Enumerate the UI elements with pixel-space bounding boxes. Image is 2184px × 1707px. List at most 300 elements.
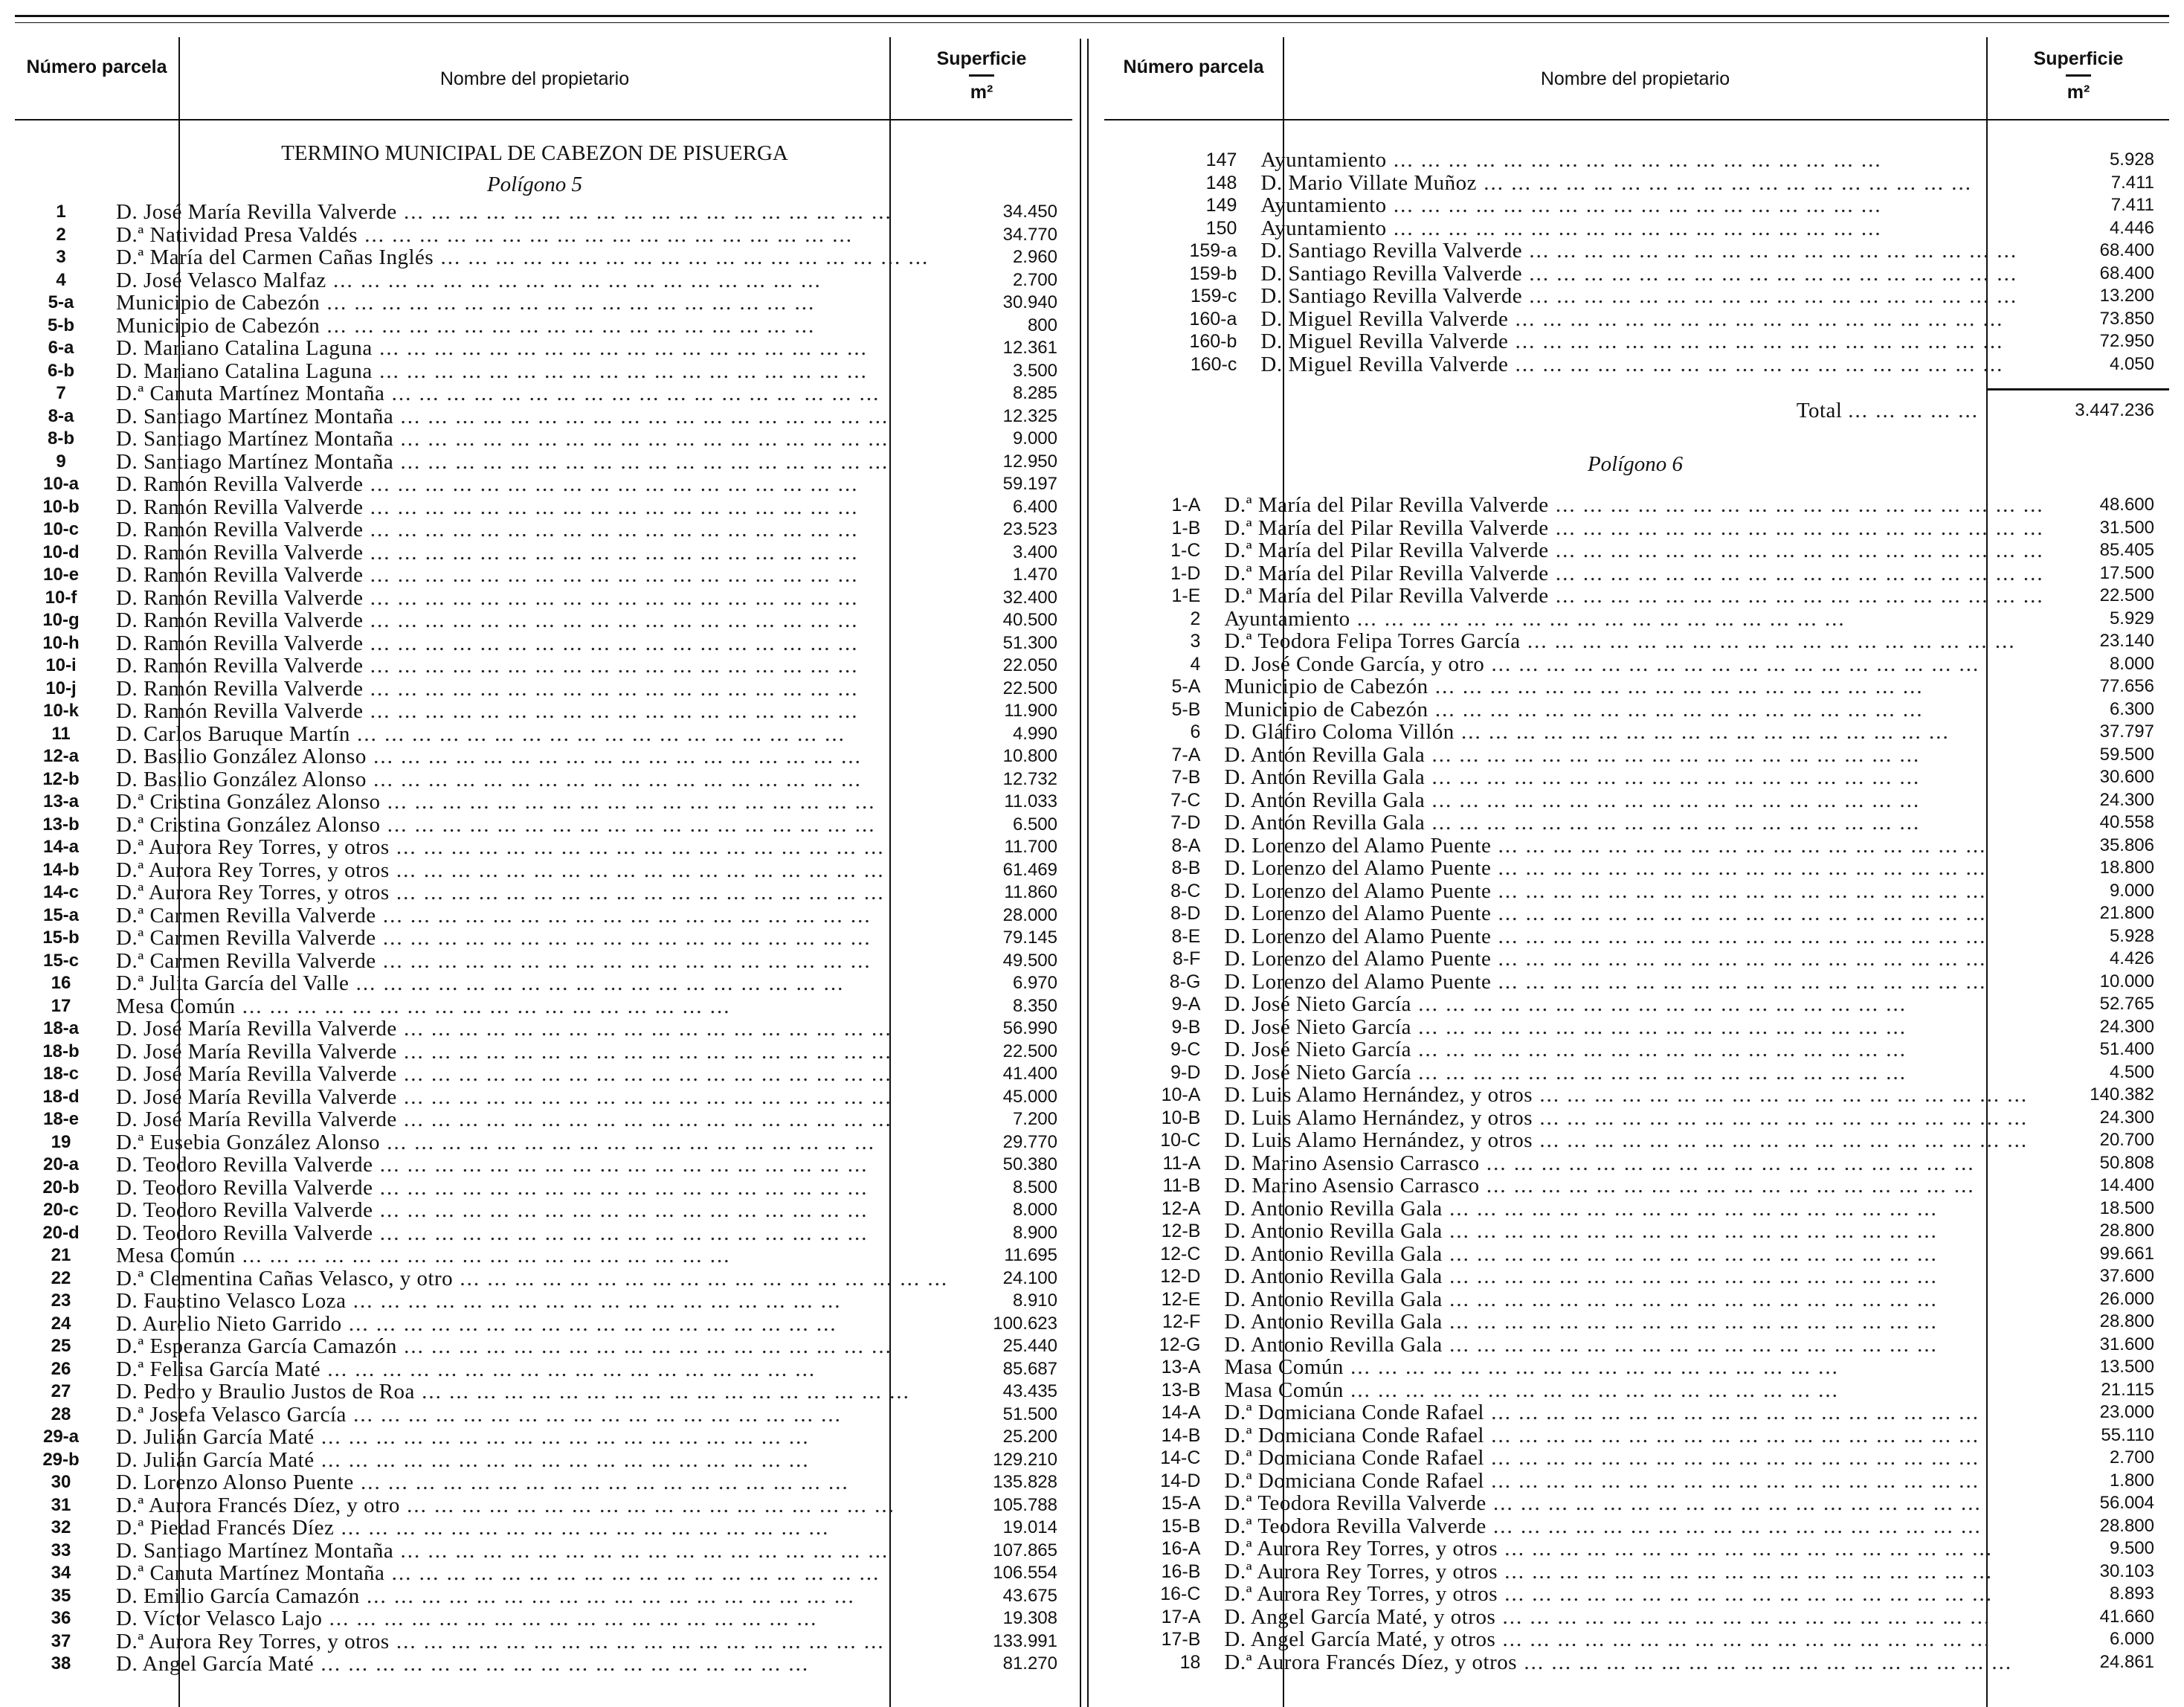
parcel-number: 13-B: [1161, 1379, 1201, 1401]
table-row: [15, 473, 1072, 496]
superficie-value: 6.500: [1012, 814, 1057, 835]
leader-dots: ... ... ... ... ... ... ... ... ... ... ... ... ... ... ... ... ... ...: [372, 337, 868, 360]
owner-name: D. Lorenzo Alonso Puente: [116, 1471, 354, 1494]
owner-name-cell: [107, 881, 948, 904]
table-row: [15, 723, 1072, 746]
parcel-number: 8-D: [1170, 903, 1201, 924]
owner-name: D. Santiago Revilla Valverde: [1260, 262, 1523, 285]
superficie-value: 9.000: [1012, 428, 1057, 449]
owner-name: D.ª Carmen Revilla Valverde: [116, 927, 376, 950]
leader-dots: ... ... ... ... ... ... ... ... ... ... ... ... ... ... ... ... ... ...: [235, 1244, 731, 1267]
leader-dots: ... ... ... ... ... ... ... ... ... ... ... ... ... ... ... ... ... ...: [363, 677, 859, 700]
leader-dots: ... ... ... ... ... ... ... ... ... ... ... ... ... ... ... ... ... ...: [373, 1176, 869, 1199]
owner-name-cell: [1215, 630, 2043, 653]
parcel-number: 16: [51, 973, 71, 993]
superficie-value: 25.200: [1002, 1427, 1057, 1447]
leader-dots: ... ... ... ... ... ... ... ... ... ... ... ... ... ... ... ... ... ...: [380, 813, 876, 836]
leader-dots: ... ... ... ... ... ... ... ... ... ... ... ... ... ... ... ... ... ...: [363, 495, 859, 518]
owner-name-cell: [1252, 240, 2017, 263]
parcel-number: 9-C: [1170, 1039, 1201, 1060]
total-table: [1104, 394, 2169, 427]
parcel-number: 12-D: [1160, 1266, 1201, 1287]
total-label-cell: [1283, 394, 1988, 427]
leader-dots: ... ... ... ... ... ... ... ... ... ... ... ... ... ... ... ... ... ...: [1486, 1514, 1982, 1537]
leader-dots: ... ... ... ... ... ... ... ... ... ... ... ... ... ... ... ... ... ...: [1428, 675, 1924, 698]
parcel-number: 150: [1205, 217, 1237, 239]
header-unit: m²: [970, 82, 993, 103]
owner-name-cell: [107, 927, 948, 950]
parcel-number: 35: [51, 1585, 71, 1606]
parcel-number: 27: [51, 1381, 71, 1401]
leader-dots: ... ... ... ... ... ... ... ... ... ... ... ... ... ... ... ... ... ...: [1508, 330, 2004, 353]
superficie-value: 2.700: [1012, 269, 1057, 290]
superficie-value: 19.308: [1002, 1608, 1057, 1628]
superficie-value: 7.411: [2110, 172, 2154, 193]
owner-name: D. Ramón Revilla Valverde: [116, 609, 364, 632]
parcel-number: 8-B: [1171, 858, 1201, 878]
leader-dots: ... ... ... ... ... ... ... ... ... ... ... ... ... ... ... ... ... ...: [320, 314, 816, 337]
owner-name: Mesa Común: [116, 994, 236, 1018]
leader-dots: ... ... ... ... ... ... ... ... ... ... ... ... ... ... ... ... ... ...: [314, 1426, 810, 1449]
table-row: [15, 428, 1072, 451]
leader-dots: ... ... ... ... ... ... ... ... ... ... ... ... ... ... ... ... ... ...: [1548, 516, 2044, 539]
superficie-value: 129.210: [993, 1449, 1057, 1470]
parcel-number: 9-D: [1170, 1061, 1201, 1083]
table-row: [1104, 1311, 2169, 1334]
owner-name: D. Ramón Revilla Valverde: [116, 631, 364, 655]
superficie-value: 59.500: [2099, 744, 2154, 765]
table-row: [15, 405, 1072, 428]
owner-name-cell: [107, 1494, 948, 1517]
parcel-number: 5-B: [1171, 698, 1201, 720]
table-row: [1104, 675, 2169, 698]
superficie-value: 37.797: [2099, 721, 2154, 742]
superficie-value: 18.500: [2099, 1198, 2154, 1218]
table-row: [1104, 494, 2169, 517]
table-row: [15, 337, 1072, 360]
owner-name: D. Santiago Martínez Montaña: [116, 450, 394, 473]
left-header-line: [15, 119, 178, 120]
right-header-line: [1104, 119, 2169, 120]
leader-dots: ... ... ... ... ... ... ... ... ... ... ... ... ... ... ... ... ... ...: [1486, 1492, 1982, 1515]
header-nombre-right: Nombre del propietario: [1540, 68, 1730, 89]
parcel-number: 148: [1205, 172, 1237, 193]
table-row: [15, 1131, 1072, 1154]
superficie-value: 11.033: [1004, 791, 1057, 811]
parcel-number: 7: [56, 383, 66, 403]
owner-name: D.ª María del Pilar Revilla Valverde: [1224, 516, 1549, 539]
owner-name-cell: [1215, 880, 2043, 903]
parcel-number: 159-b: [1189, 263, 1237, 284]
leader-dots: ... ... ... ... ... ... ... ... ... ... ... ... ... ... ... ... ... ...: [414, 1380, 910, 1404]
parcel-number: 18-b: [42, 1041, 80, 1061]
leader-dots: ... ... ... ... ... ... ... ... ... ... ... ... ... ... ... ... ... ...: [1386, 194, 1882, 217]
owner-name: D. José Velasco Malfaz: [116, 269, 326, 292]
leader-dots: ... ... ... ... ... ... ... ... ... ... ... ... ... ... ... ... ... ...: [1520, 630, 2016, 653]
owner-name: D.ª Aurora Rey Torres, y otros: [116, 881, 390, 904]
leader-dots: ... ... ... ... ... ... ... ... ... ... ... ... ... ... ... ... ... ...: [1491, 879, 1987, 902]
superficie-value: 23.000: [2099, 1402, 2154, 1422]
poligono-6-title: Polígono 6: [1587, 452, 1684, 476]
parcel-number: 16-C: [1160, 1584, 1201, 1604]
owner-name-cell: [107, 1222, 948, 1245]
table-row: [1104, 902, 2169, 925]
parcel-number: 147: [1205, 150, 1237, 170]
superficie-value: 19.014: [1002, 1517, 1057, 1537]
leader-dots: ... ... ... ... ... ... ... ... ... ... ... ... ... ... ... ... ... ...: [1484, 1401, 1980, 1424]
table-row: [15, 995, 1072, 1018]
leader-dots: ... ... ... ... ... ... ... ... ... ... ... ... ... ... ... ... ... ...: [363, 586, 859, 609]
leader-dots: ... ... ... ... ... ... ... ... ... ... ... ... ... ... ... ... ... ...: [363, 564, 859, 587]
owner-name: D. Miguel Revilla Valverde: [1260, 330, 1509, 353]
parcel-number: 7-B: [1171, 767, 1201, 788]
superficie-value: 24.300: [2099, 1107, 2154, 1128]
owner-name-cell: [107, 1131, 948, 1154]
leader-dots: ... ... ... ... ... ... ... ... ... ... ... ... ... ... ... ... ... ...: [1411, 1038, 1907, 1061]
parcel-number: 8-a: [48, 405, 74, 426]
parcel-number: 8-E: [1171, 925, 1201, 947]
header-superficie-right: [1988, 48, 2169, 103]
owner-name: D. Lorenzo del Alamo Puente: [1224, 925, 1492, 948]
table-row: [1104, 1424, 2169, 1447]
leader-dots: ... ... ... ... ... ... ... ... ... ... ... ... ... ... ... ... ... ...: [380, 791, 876, 814]
owner-name: D. Mario Villate Muñoz: [1260, 171, 1478, 194]
table-row: [1104, 1061, 2169, 1084]
leader-dots: ... ... ... ... ... ... ... ... ... ... ... ... ... ... ... ... ... ...: [389, 881, 885, 904]
table-row: [1104, 353, 2169, 376]
parcel-number: 149: [1205, 195, 1237, 216]
table-row: [15, 269, 1072, 292]
leader-dots: ... ... ... ... ... ... ... ... ... ... ... ... ... ... ... ... ... ...: [235, 994, 731, 1018]
owner-name-cell: [1252, 149, 2017, 172]
leader-dots: ... ... ... ... ... ... ... ... ... ... ... ... ... ... ... ... ... ...: [1508, 353, 2004, 376]
leader-dots: ... ... ... ... ... ... ... ... ... ... ... ... ... ... ... ... ... ...: [1491, 925, 1987, 948]
superficie-value: 45.000: [1002, 1086, 1057, 1107]
parcel-number: 25: [51, 1336, 71, 1356]
superficie-value: 50.380: [1002, 1154, 1057, 1174]
owner-name-cell: [1215, 653, 2043, 676]
superficie-value: 8.500: [1012, 1177, 1057, 1198]
superficie-value: 85.687: [1002, 1358, 1057, 1379]
table-row: [1104, 1606, 2169, 1629]
table-row: [1104, 721, 2169, 744]
owner-name: D. Emilio García Camazón: [116, 1584, 360, 1607]
leader-dots: ... ... ... ... ... ... ... ... ... ... ... ... ... ... ... ... ... ...: [1484, 1469, 1980, 1492]
parcel-number: 11-B: [1162, 1175, 1201, 1196]
leader-dots: ... ... ... ... ... ... ... ... ... ... ... ... ... ... ... ... ... ...: [366, 745, 862, 768]
superficie-value: 23.523: [1002, 519, 1057, 539]
parcel-number: 9-A: [1171, 994, 1201, 1015]
owner-name: D. Antón Revilla Gala: [1224, 788, 1426, 811]
superficie-value: 56.990: [1002, 1018, 1057, 1038]
owner-name: D.ª Aurora Francés Díez, y otros: [1224, 1650, 1518, 1674]
parcel-number: 24: [51, 1313, 71, 1334]
owner-name: D.ª Josefa Velasco García: [116, 1403, 347, 1426]
owner-name-cell: [107, 1154, 948, 1177]
table-row: [15, 541, 1072, 565]
superficie-value: 40.500: [1002, 610, 1057, 630]
superficie-value: 5.928: [2109, 925, 2154, 946]
table-row: [15, 745, 1072, 768]
superficie-value: 22.500: [1002, 678, 1057, 698]
superficie-value: 3.500: [1012, 360, 1057, 381]
owner-name: D. Teodoro Revilla Valverde: [116, 1221, 373, 1244]
parcel-number: 159-a: [1189, 240, 1237, 261]
owner-name-cell: [107, 587, 948, 610]
leader-dots: ... ... ... ... ... ... ... ... ... ... ... ... ... ... ... ... ... ...: [1517, 1650, 2013, 1674]
leader-dots: ... ... ... ... ... ... ... ... ... ... ... ... ... ... ... ... ... ...: [1508, 307, 2004, 330]
superficie-value: 52.765: [2099, 994, 2154, 1014]
table-row: [1104, 744, 2169, 767]
table-row: [1104, 1379, 2169, 1402]
owner-name-cell: [1215, 1515, 2043, 1538]
leader-dots: ... ... ... ... ... ... ... ... ... ... ... ... ... ... ... ... ... ...: [396, 1040, 892, 1063]
owner-name-cell: [107, 405, 948, 428]
superficie-value: 37.600: [2099, 1266, 2154, 1286]
parcel-number: 1-D: [1170, 562, 1201, 584]
parcel-number: 32: [51, 1517, 71, 1537]
owner-name-cell: [107, 1585, 948, 1608]
parcel-number: 18-a: [42, 1018, 80, 1038]
parcel-number: 160-a: [1189, 308, 1237, 329]
table-row: [1104, 857, 2169, 880]
leader-dots: ... ... ... ... ... ... ... ... ... ... ... ... ... ... ... ... ... ...: [1484, 652, 1980, 675]
parcel-number: 7-A: [1171, 744, 1201, 765]
leader-dots: ... ... ... ... ... ... ... ... ... ... ... ... ... ... ... ... ... ...: [1386, 149, 1882, 172]
owner-name-cell: [107, 609, 948, 632]
superficie-value: 50.808: [2099, 1152, 2154, 1173]
table-row: [15, 1653, 1072, 1676]
superficie-value: 4.500: [2109, 1061, 2154, 1082]
owner-name-cell: [107, 723, 948, 746]
owner-name: D.ª Aurora Rey Torres, y otros: [116, 1630, 390, 1653]
table-row: [15, 655, 1072, 678]
owner-name: D. Gláfiro Coloma Villón: [1224, 721, 1455, 744]
owner-name-cell: [1215, 517, 2043, 540]
leader-dots: ... ... ... ... ... ... ... ... ... ... ... ... ... ... ... ... ... ...: [1442, 1242, 1938, 1265]
owner-name: D. Mariano Catalina Laguna: [116, 359, 373, 382]
superficie-value: 30.940: [1002, 292, 1057, 312]
owner-name-cell: [1252, 217, 2017, 240]
parcel-number: 8-b: [48, 428, 75, 449]
table-row: [15, 587, 1072, 610]
parcel-number: 10-B: [1161, 1107, 1201, 1128]
owner-name: D. Mariano Catalina Laguna: [116, 337, 373, 360]
owner-name-cell: [1215, 1265, 2043, 1288]
owner-name: D.ª Domiciana Conde Rafael: [1224, 1469, 1484, 1492]
superficie-value: 56.004: [2099, 1493, 2154, 1513]
superficie-value: 77.656: [2099, 676, 2154, 696]
owner-name: Masa Común: [1224, 1378, 1344, 1401]
table-row: [1104, 1334, 2169, 1357]
table-row: [15, 1426, 1072, 1449]
leader-dots: ... ... ... ... ... ... ... ... ... ... ... ... ... ... ... ... ... ...: [1425, 788, 1921, 811]
leader-dots: ... ... ... ... ... ... ... ... ... ... ... ... ... ... ... ... ... ...: [376, 949, 872, 972]
table-row: [15, 315, 1072, 338]
owner-name: D. José Nieto García: [1224, 1038, 1411, 1061]
superficie-value: 22.050: [1002, 655, 1057, 675]
owner-name-cell: [107, 292, 948, 315]
table-row: [1104, 1243, 2169, 1266]
superficie-value: 31.600: [2099, 1334, 2154, 1354]
leader-dots: ... ... ... ... ... ... ... ... ... ... ... ... ... ... ... ... ... ...: [373, 1199, 869, 1222]
leader-dots: ... ... ... ... ... ... ... ... ... ... ... ... ... ... ... ... ... ...: [1548, 562, 2044, 585]
table-row: [1104, 971, 2169, 994]
owner-name: D. Ramón Revilla Valverde: [116, 518, 364, 541]
right-column: [1104, 15, 2169, 1707]
table-row: [1104, 330, 2169, 353]
parcel-number: 20-c: [42, 1200, 80, 1220]
superficie-value: 81.270: [1002, 1653, 1057, 1674]
leader-dots: ... ... ... ... ... ... ... ... ... ... ... ... ... ... ... ... ... ...: [396, 1018, 892, 1041]
parcel-number: 5-a: [48, 292, 74, 312]
table-row: [1104, 993, 2169, 1016]
leader-dots: ... ... ... ... ... ... ... ... ... ... ... ... ... ... ... ... ... ...: [396, 1335, 892, 1358]
parcel-number: 11-A: [1162, 1152, 1201, 1174]
table-row: [15, 836, 1072, 859]
owner-name-cell: [1252, 353, 2017, 376]
header-numero-parcela: Número parcela: [26, 57, 167, 77]
poligono-5-title: Polígono 5: [486, 173, 583, 196]
parcel-number: 14-D: [1160, 1470, 1201, 1491]
parcel-number: 1: [56, 202, 66, 222]
table-row: [1104, 1583, 2169, 1606]
leader-dots: ... ... ... ... ... ... ... ... ... ... ... ... ... ... ... ... ... ...: [1411, 993, 1907, 1016]
table-row: [15, 1177, 1072, 1200]
owner-name: D. José María Revilla Valverde: [116, 201, 397, 224]
superficie-value: 51.400: [2099, 1039, 2154, 1059]
owner-name-cell: [107, 1335, 948, 1358]
parcel-number: 16-A: [1161, 1538, 1201, 1559]
parcel-number: 3: [56, 247, 66, 267]
leader-dots: ... ... ... ... ... ... ... ... ... ... ... ... ... ... ... ... ... ...: [1533, 1106, 2029, 1129]
superficie-value: 5.928: [2109, 150, 2154, 170]
owner-name-cell: [107, 541, 948, 565]
owner-name: D. Luis Alamo Hernández, y otros: [1224, 1084, 1533, 1107]
superficie-value: 100.623: [993, 1313, 1057, 1334]
leader-dots: ... ... ... ... ... ... ... ... ... ... ... ... ... ... ... ... ... ...: [393, 428, 889, 451]
owner-name-cell: [1215, 1606, 2043, 1629]
parcel-number: 15-c: [42, 950, 80, 971]
table-row: [1104, 1537, 2169, 1560]
owner-name: D. Antonio Revilla Gala: [1224, 1265, 1443, 1288]
leader-dots: ... ... ... ... ... ... ... ... ... ... ... ... ... ... ... ... ... ...: [1442, 1288, 1938, 1311]
owner-name-cell: [1215, 1311, 2043, 1334]
leader-dots: ... ... ... ... ... ... ... ... ... ... ... ... ... ... ... ... ... ...: [363, 473, 859, 496]
owner-name: D. Antonio Revilla Gala: [1224, 1311, 1443, 1334]
superficie-value: 13.200: [2099, 286, 2154, 306]
owner-name: D. Ramón Revilla Valverde: [116, 495, 364, 518]
owner-name: Municipio de Cabezón: [1224, 675, 1428, 698]
owner-name-cell: [1215, 494, 2043, 517]
owner-name: D. Lorenzo del Alamo Puente: [1224, 948, 1492, 971]
parcel-number: 15-B: [1161, 1515, 1201, 1537]
parcel-number: 18-e: [42, 1109, 80, 1129]
parcel-number: 160-c: [1190, 353, 1237, 375]
owner-name-cell: [1215, 1129, 2043, 1152]
leader-dots: ... ... ... ... ... ... ... ... ... ... ... ... ... ... ... ... ... ...: [363, 541, 859, 564]
parcel-number: 36: [51, 1608, 71, 1628]
superficie-value: 29.770: [1002, 1131, 1057, 1152]
owner-name: D. Julián García Maté: [116, 1426, 315, 1449]
owner-name: D. Ramón Revilla Valverde: [116, 700, 364, 723]
owner-name: D.ª Teodora Revilla Valverde: [1224, 1492, 1486, 1515]
owner-name: D.ª Canuta Martínez Montaña: [116, 382, 385, 405]
owner-name: D. Santiago Revilla Valverde: [1260, 240, 1523, 263]
owner-name: D. Marino Asensio Carrasco: [1224, 1174, 1480, 1198]
table-row: [1104, 1515, 2169, 1538]
leader-dots: ... ... ... ... ... ... ... ... ... ... ... ... ... ... ... ... ... ...: [1491, 902, 1987, 925]
owner-name-cell: [1215, 857, 2043, 880]
superficie-value: 17.500: [2099, 562, 2154, 583]
header-superficie: [891, 48, 1072, 103]
parcel-number: 14-c: [42, 882, 80, 902]
table-row: [15, 1585, 1072, 1608]
parcel-number: 10-h: [42, 632, 80, 653]
leader-dots: ... ... ... ... ... ... ... ... ... ... ... ... ... ... ... ... ... ...: [384, 1562, 880, 1585]
owner-name: D. Antonio Revilla Gala: [1224, 1197, 1443, 1220]
owner-name-cell: [1215, 811, 2043, 835]
table-row: [15, 1562, 1072, 1585]
superficie-value: 30.600: [2099, 767, 2154, 787]
owner-name-cell: [1215, 1152, 2043, 1175]
table-row: [15, 1517, 1072, 1540]
parcel-number: 10-i: [45, 655, 77, 675]
superficie-value: 4.990: [1012, 723, 1057, 744]
owner-name-cell: [1215, 1583, 2043, 1606]
superficie-value: 10.000: [2099, 971, 2154, 991]
owner-name-cell: [1215, 1560, 2043, 1584]
owner-name-cell: [1215, 902, 2043, 925]
owner-name-cell: [1215, 766, 2043, 789]
parcel-number: 7-D: [1170, 812, 1201, 833]
leader-dots: ... ... ... ... ... ... ... ... ... ... ... ... ... ... ... ... ... ...: [1522, 240, 2018, 263]
table-row: [15, 1086, 1072, 1109]
table-row: [1104, 539, 2169, 562]
owner-name-cell: [1215, 1288, 2043, 1311]
table-row: [15, 360, 1072, 383]
leader-dots: ... ... ... ... ... ... ... ... ... ... ... ... ... ... ... ... ... ...: [1533, 1084, 2029, 1107]
table-row: [1104, 1084, 2169, 1107]
leader-dots: ... ... ... ... ... ... ... ... ... ... ... ... ... ... ... ... ... ...: [314, 1448, 810, 1471]
leader-dots: ... ... ... ... ... ... ... ... ... ... ... ... ... ... ... ... ... ...: [396, 1085, 892, 1108]
parcel-number: 13-b: [42, 814, 80, 835]
parcel-number: 12-a: [42, 746, 80, 766]
owner-name-cell: [107, 1244, 948, 1267]
table-row: [1104, 698, 2169, 721]
owner-name: D. Antonio Revilla Gala: [1224, 1288, 1443, 1311]
leader-dots: ... ... ... ... ... ... ... ... ... ... ... ... ... ... ... ... ... ...: [326, 269, 822, 292]
leader-dots: ... ... ... ... ... ... ... ... ... ... ... ... ... ... ... ... ... ...: [1442, 1265, 1938, 1288]
parcel-number: 10-e: [42, 565, 80, 585]
owner-name-cell: [107, 655, 948, 678]
leader-dots: ... ... ... ... ... ... ... ... ... ... ... ... ... ... ... ... ... ...: [366, 768, 862, 791]
table-row: [15, 201, 1072, 224]
owner-name: D.ª Aurora Rey Torres, y otros: [116, 858, 390, 881]
owner-name-cell: [1215, 608, 2043, 631]
owner-name: D. Santiago Martínez Montaña: [116, 428, 394, 451]
leader-dots: ... ... ... ... ... ... ... ... ... ... ... ... ... ... ... ... ... ...: [346, 1403, 842, 1426]
owner-name: D. Ramón Revilla Valverde: [116, 655, 364, 678]
left-header-superficie: [891, 15, 1072, 120]
owner-name-cell: [107, 451, 948, 474]
owner-name-cell: [107, 1562, 948, 1585]
table-row: [1104, 608, 2169, 631]
owner-name: D. Antonio Revilla Gala: [1224, 1242, 1443, 1265]
leader-dots: ... ... ... ... ... ... ... ... ... ... ... ... ... ... ... ... ... ...: [1425, 766, 1921, 789]
owner-name: Municipio de Cabezón: [116, 292, 320, 315]
owner-name: D.ª Aurora Rey Torres, y otros: [1224, 1560, 1498, 1583]
